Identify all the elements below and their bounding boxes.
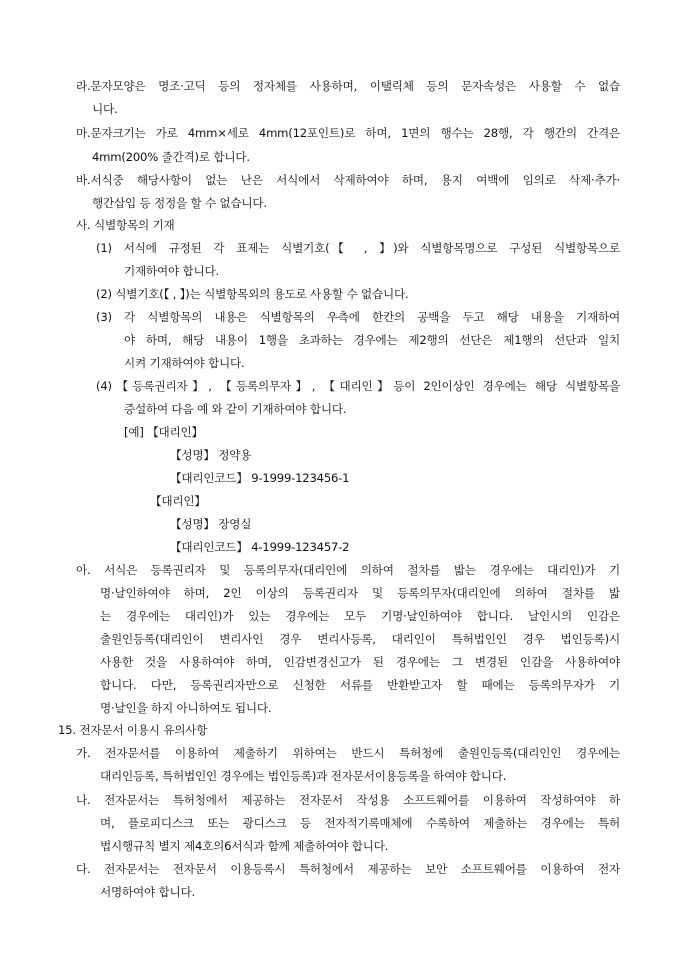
s15-na-line-1: 나. 전자문서는 특허청에서 제공하는 전자문서 작성용 소프트웨어를 이용하여 작성하여야 하	[76, 793, 620, 807]
sa-sub4-line-1: (4)【등록권리자】, 【등록의무자】, 【대리인】등이 2인이상인 경우에는 해당 식별항목을	[96, 379, 620, 393]
s15-ga-line-2: 대리인등록, 특허법인인 경우에는 법인등록)과 전자문서이용등록을 하여야 합니다.	[100, 769, 507, 783]
item-a-line-7: 명·날인을 하지 아니하여도 됩니다.	[100, 701, 272, 715]
example-name-1: 【성명】 정약용	[170, 448, 252, 462]
sa-sub3-line-3: 시켜 기재하여야 합니다.	[124, 356, 245, 370]
item-ba-line-2: 행간삽입 등 정정을 할 수 없습니다.	[92, 196, 267, 210]
section-15-title: 15. 전자문서 이용시 유의사항	[58, 723, 208, 737]
item-a-line-3: 는 경우에는 대리인)가 있는 경우에는 모두 기명·날인하여야 합니다. 날인시의 인감은	[100, 609, 620, 623]
item-ra-line-1: 라.문자모양은 명조·고딕 등의 정자체를 사용하며, 이탤릭체 등의 문자속성은 사용할 수 없습	[76, 79, 620, 93]
item-ra-line-2: 니다.	[92, 102, 118, 116]
sa-sub4-line-2: 증설하여 다음 예 와 같이 기재하여야 합니다.	[124, 402, 347, 416]
s15-na-line-2: 며, 플로피디스크 또는 광디스크 등 전자적기록매체에 수록하여 제출하는 경우에는 특허	[100, 816, 620, 830]
sa-sub3-line-1: (3) 각 식별항목의 내용은 식별항목의 우측에 한칸의 공백을 두고 해당 내용을 기재하여	[96, 310, 620, 324]
item-a-line-4: 출원인등록(대리인이 변리사인 경우 변리사등록, 대리인이 특허법인인 경우 법인등록)시	[100, 632, 620, 646]
s15-ga-line-1: 가. 전자문서를 이용하여 제출하기 위하여는 반드시 특허청에 출원인등록(대리인인 경우에는	[76, 746, 620, 760]
item-ma-line-1: 마.문자크기는 가로 4mm×세로 4mm(12포인트)로 하며, 1면의 행수는 28행, 각 행간의 간격은	[76, 126, 620, 140]
item-a-line-6: 합니다. 다만, 등록권리자만으로 신청한 서류를 반환받고자 할 때에는 등록의무자가 기	[100, 678, 620, 692]
item-a-line-5: 사용한 것을 사용하여야 하며, 인감변경신고가 된 경우에는 그 변경된 인감을 사용하여야	[100, 655, 620, 669]
item-ma-line-2: 4mm(200% 줄간격)로 합니다.	[92, 150, 250, 164]
sa-sub1-line-1: (1) 서식에 규정된 각 표제는 식별기호(【 , 】)와 식별항목명으로 구성된 식별항목으로	[96, 241, 620, 255]
s15-na-line-3: 법시행규칙 별지 제4호의6서식과 함께 제출하여야 합니다.	[100, 839, 389, 853]
example-code-1: 【대리인코드】 9-1999-123456-1	[170, 471, 350, 485]
sa-sub2-line-1: (2) 식별기호(【 , 】)는 식별항목외의 용도로 사용할 수 없습니다.	[96, 287, 409, 301]
item-a-line-2: 명·날인하여야 하며, 2인 이상의 등록권리자 및 등록의무자(대리인에 의하여 절차를 밟	[100, 586, 620, 600]
s15-da-line-2: 서명하여야 합니다.	[100, 885, 195, 899]
example-agent-1: [예] 【대리인】	[124, 425, 203, 439]
s15-da-line-1: 다. 전자문서는 전자문서 이용등록시 특허청에서 제공하는 보안 소프트웨어를 이용하여 전자	[76, 862, 620, 876]
sa-sub3-line-2: 야 하며, 해당 내용이 1행을 초과하는 경우에는 제2행의 선단은 제1행의 선단과 일치	[124, 333, 620, 347]
item-sa-title: 사. 식별항목의 기재	[76, 218, 175, 232]
example-code-2: 【대리인코드】 4-1999-123457-2	[170, 540, 350, 554]
example-name-2: 【성명】 장영실	[170, 517, 252, 531]
sa-sub1-line-2: 기재하여야 합니다.	[124, 264, 219, 278]
item-a-line-1: 아. 서식은 등록권리자 및 등록의무자(대리인에 의하여 절차를 밟는 경우에는 대리인)가 기	[76, 563, 620, 577]
item-ba-line-1: 바.서식중 해당사항이 없는 난은 서식에서 삭제하여야 하며, 용지 여백에 임의로 삭제·추가·	[76, 173, 620, 187]
example-agent-2: 【대리인】	[150, 494, 206, 508]
